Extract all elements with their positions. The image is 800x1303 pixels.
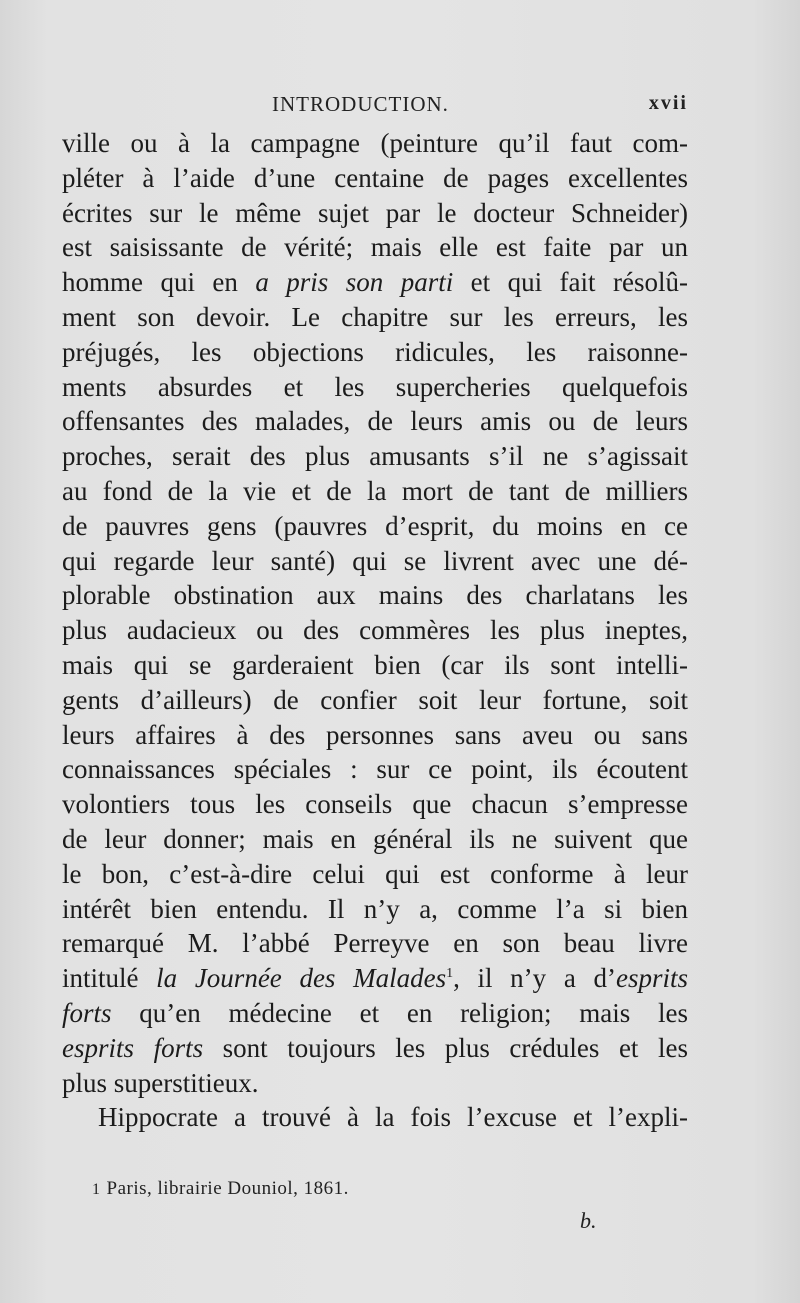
text-line — [62, 509, 688, 544]
text-run: intitulé — [62, 963, 157, 994]
text-run: sont toujours les plus crédules et les — [203, 1032, 688, 1063]
text-line — [62, 1100, 688, 1135]
text-line — [62, 1066, 688, 1101]
text-line — [62, 926, 688, 961]
text-line — [62, 544, 688, 579]
text-run: , il n’y a d’ — [453, 963, 616, 994]
italic-text: a pris son parti — [255, 267, 454, 298]
text-run: qu’en médecine et en religion; mais les — [111, 997, 688, 1028]
text-run: plorable obstination aux mains des charlatans les — [62, 580, 688, 611]
text-line — [62, 404, 688, 439]
text-run: de leur donner; mais en général ils ne suivent que — [62, 823, 688, 854]
footnote — [92, 1178, 349, 1200]
text-line — [62, 370, 688, 405]
text-run: préjugés, les objections ridicules, les raisonne- — [62, 336, 688, 367]
text-run: et qui fait résolû- — [453, 267, 688, 298]
text-run: écrites sur le même sujet par le docteur Schneider) — [62, 197, 688, 228]
text-line — [62, 961, 688, 996]
text-line — [62, 578, 688, 613]
italic-text: esprits — [615, 963, 688, 994]
text-run: connaissances spéciales : sur ce point, ils écoutent — [62, 754, 688, 785]
text-line — [62, 718, 688, 753]
text-run: intérêt bien entendu. Il n’y a, comme l’a si bien — [62, 893, 688, 924]
text-line — [62, 196, 688, 231]
text-line — [62, 439, 688, 474]
text-line — [62, 161, 688, 196]
text-line — [62, 265, 688, 300]
text-run: offensantes des malades, de leurs amis ou de leurs — [62, 406, 688, 437]
text-line — [62, 752, 688, 787]
text-run: proches, serait des plus amusants s’il ne s’agissait — [62, 441, 688, 472]
text-run: leurs affaires à des personnes sans aveu ou sans — [62, 719, 688, 750]
text-run: de pauvres gens (pauvres d’esprit, du moins en ce — [62, 510, 688, 541]
footnote-ref: 1 — [446, 966, 454, 982]
italic-text: la Journée des Malades — [156, 963, 447, 994]
text-line — [62, 892, 688, 927]
italic-text: esprits forts — [62, 1032, 204, 1063]
text-run: Hippocrate a trouvé à la fois l’excuse et l’expli- — [98, 1102, 688, 1133]
text-run: ment son devoir. Le chapitre sur les erreurs, les — [62, 301, 688, 332]
text-line — [62, 822, 688, 857]
signature-mark: b. — [580, 1208, 597, 1233]
text-run: plus superstitieux. — [62, 1067, 259, 1098]
text-run: ville ou à la campagne (peinture qu’il faut com- — [62, 128, 688, 158]
footnote-text: Paris, librairie Douniol, 1861. — [106, 1178, 349, 1199]
italic-text: forts — [62, 997, 112, 1028]
text-run: ments absurdes et les supercheries quelquefois — [62, 371, 688, 402]
text-run: le bon, c’est-à-dire celui qui est conforme à leur — [62, 858, 688, 889]
text-run: est saisissante de vérité; mais elle est faite par un — [62, 232, 688, 263]
footnote-number: 1 — [92, 1181, 101, 1198]
page-number: xvii — [648, 92, 688, 114]
text-line — [62, 230, 688, 265]
text-line — [62, 683, 688, 718]
text-line — [62, 126, 688, 161]
text-run: homme qui en — [62, 267, 256, 298]
text-line — [62, 1031, 688, 1066]
text-line — [62, 857, 688, 892]
text-line — [62, 300, 688, 335]
text-run: qui regarde leur santé) qui se livrent avec une dé- — [62, 545, 688, 576]
text-run: mais qui se garderaient bien (car ils sont intelli- — [62, 649, 688, 680]
body-text — [62, 126, 688, 1135]
text-run: gents d’ailleurs) de confier soit leur fortune, soit — [62, 684, 688, 715]
text-run: pléter à l’aide d’une centaine de pages excellentes — [62, 162, 688, 193]
text-run: plus audacieux ou des commères les plus ineptes, — [62, 615, 688, 646]
text-line — [62, 335, 688, 370]
running-title: INTRODUCTION. — [272, 92, 449, 116]
running-head — [62, 86, 688, 120]
text-run: remarqué M. l’abbé Perreyve en son beau livre — [62, 928, 688, 959]
text-line — [62, 787, 688, 822]
text-line — [62, 996, 688, 1031]
text-line — [62, 613, 688, 648]
text-run: volontiers tous les conseils que chacun s’empresse — [62, 789, 688, 820]
text-line — [62, 648, 688, 683]
text-line — [62, 474, 688, 509]
text-run: au fond de la vie et de la mort de tant de milliers — [62, 475, 688, 506]
